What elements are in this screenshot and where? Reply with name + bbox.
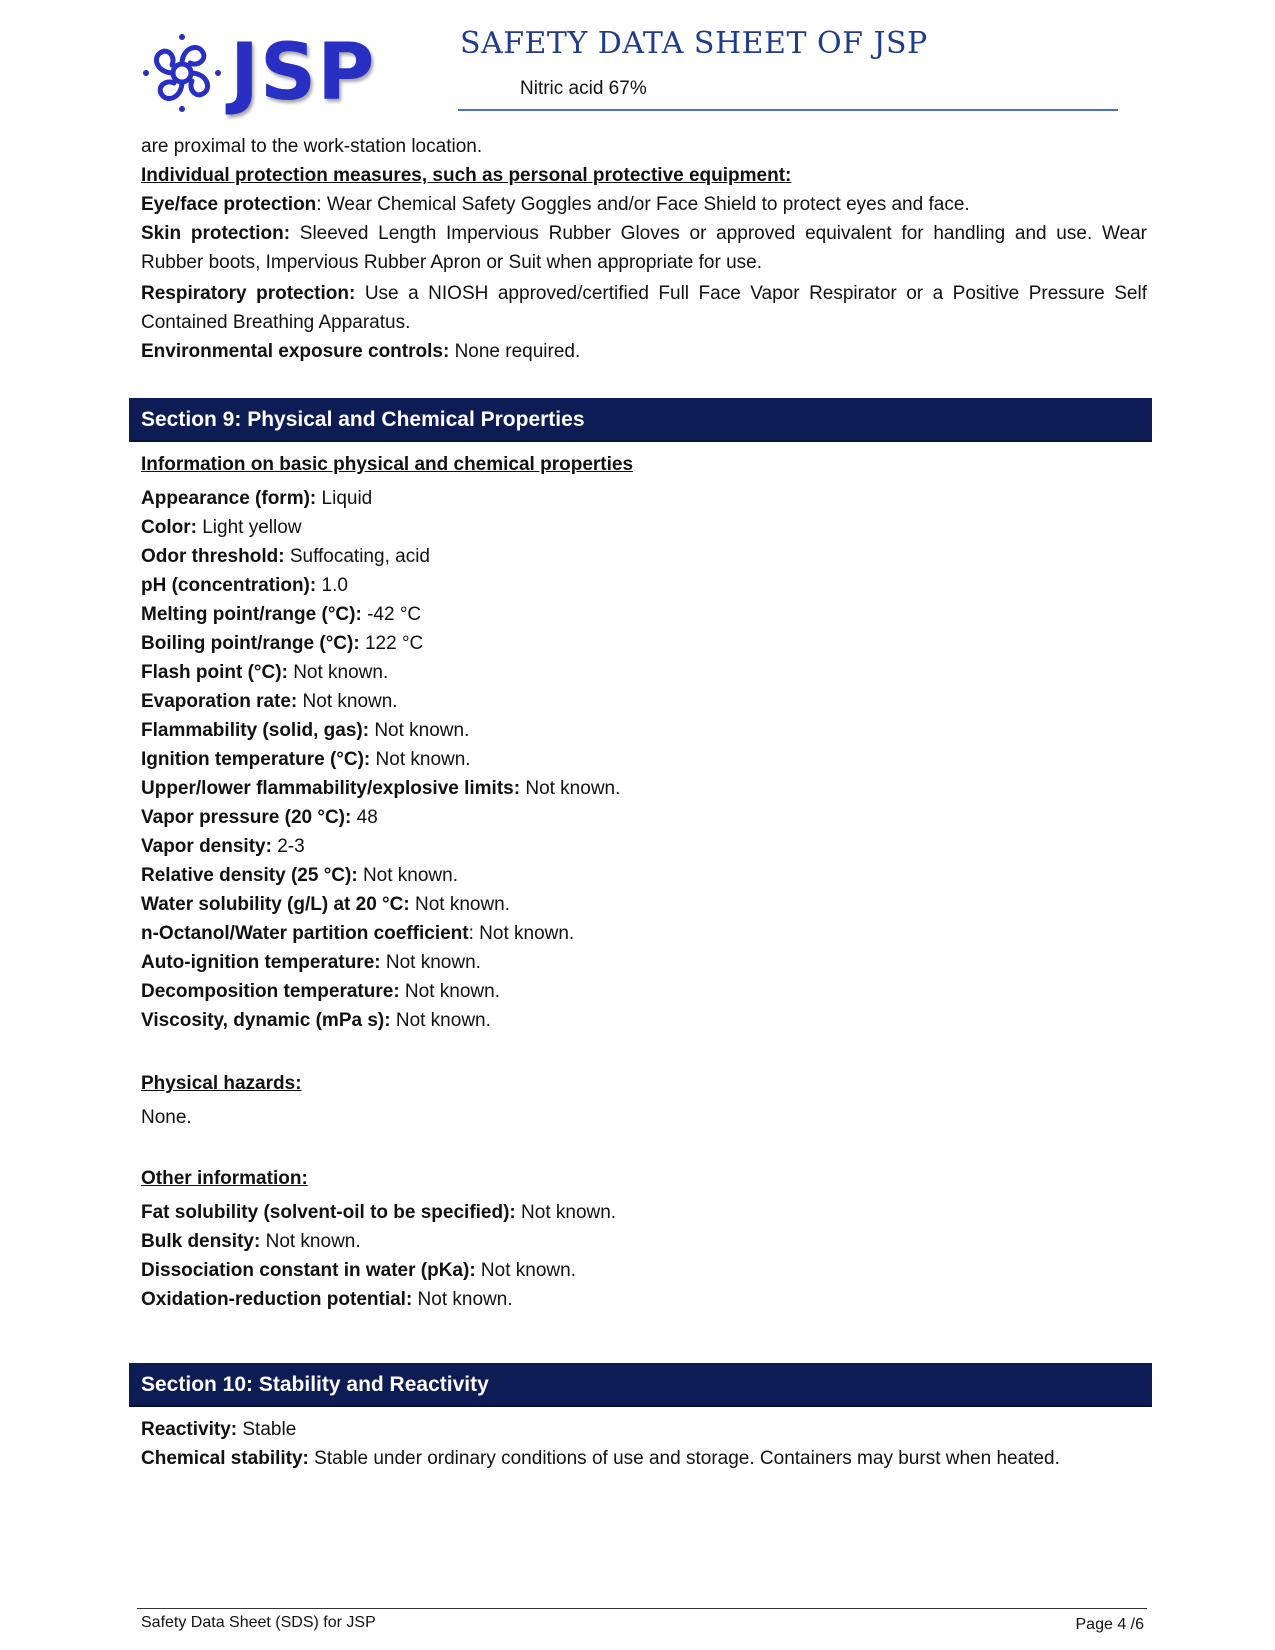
other-info-row [141, 1227, 1147, 1256]
logo-wordmark: JSP [230, 28, 376, 118]
other-info-row-label: Dissociation constant in water (pKa): [141, 1260, 476, 1281]
property-row-value: 122 °C [359, 633, 424, 654]
property-row-label: Upper/lower flammability/explosive limits: [141, 778, 521, 799]
property-row [141, 861, 1147, 890]
property-row-value: Not known. [390, 1010, 491, 1031]
swirl-logo-icon [140, 31, 224, 115]
ppe-item-value: None required. [449, 341, 581, 362]
other-info-row-label: Oxidation-reduction potential: [141, 1289, 413, 1310]
section-10-body [141, 1415, 1147, 1473]
property-row-label: Boiling point/range (°C): [141, 633, 360, 654]
property-row-value: Not known. [399, 981, 500, 1002]
other-info-row-value: Not known. [515, 1202, 617, 1223]
property-row [141, 803, 1147, 832]
section-9-body [141, 450, 1147, 1314]
property-row [141, 832, 1147, 861]
ppe-item [141, 279, 1147, 337]
property-row-label: Melting point/range (°C): [141, 604, 362, 625]
other-info-row-value: Not known. [475, 1260, 576, 1281]
section-10-header: Section 10: Stability and Reactivity [129, 1363, 1152, 1407]
property-row [141, 919, 1147, 948]
ppe-item [141, 337, 1147, 366]
property-row-label: n-Octanol/Water partition coefficient [141, 923, 469, 944]
property-row-label: Appearance (form): [141, 488, 317, 509]
property-row-value: Liquid [316, 488, 373, 509]
product-name: Nitric acid 67% [520, 78, 647, 99]
other-info-row-value: Not known. [260, 1231, 361, 1252]
property-row [141, 513, 1147, 542]
stability-row-value: Stable under ordinary conditions of use and storage. Containers may burst when heated. [308, 1448, 1060, 1469]
ppe-item [141, 219, 1147, 277]
property-row-value: : Not known. [468, 923, 575, 944]
other-info-row-value: Not known. [412, 1289, 513, 1310]
property-row-value: Not known. [357, 865, 458, 886]
property-row-label: Odor threshold: [141, 546, 285, 567]
other-info-heading: Other information: [141, 1168, 308, 1189]
property-row-label: Flash point (°C): [141, 662, 288, 683]
property-row-label: pH (concentration): [141, 575, 317, 596]
property-row-value: Not known. [380, 952, 481, 973]
property-row-value: 1.0 [316, 575, 348, 596]
property-row-value: Not known. [297, 691, 398, 712]
property-row-value: 48 [351, 807, 378, 828]
property-row-value: 2-3 [271, 836, 305, 857]
ppe-heading: Individual protection measures, such as personal protective equipment: [141, 165, 792, 186]
property-row [141, 977, 1147, 1006]
property-row-label: Color: [141, 517, 197, 538]
properties-subheading: Information on basic physical and chemical properties [141, 454, 634, 475]
properties-list [141, 484, 1147, 1035]
physical-hazards-value: None. [141, 1107, 192, 1128]
ppe-item-label: Skin protection: [141, 223, 291, 244]
ppe-item-value: Sleeved Length Impervious Rubber Gloves or approved equivalent for handling and use. Wear Rubber boots, Impervious Rubber Apron or Suit when appropriate for use. [141, 223, 1147, 273]
property-row-label: Vapor density: [141, 836, 272, 857]
property-row [141, 571, 1147, 600]
footer-document-name: Safety Data Sheet (SDS) for JSP [141, 1614, 376, 1631]
property-row-value: Not known. [369, 720, 470, 741]
property-row [141, 600, 1147, 629]
ppe-item-value: Use a NIOSH approved/certified Full Face Vapor Respirator or a Positive Pressure Self Contained Breathing Apparatus. [141, 283, 1147, 333]
property-row-value: Not known. [370, 749, 471, 770]
property-row-value: -42 °C [361, 604, 422, 625]
header-divider [458, 109, 1118, 111]
property-row-value: Not known. [409, 894, 511, 915]
ppe-item-label: Eye/face protection [141, 194, 317, 215]
stability-row-label: Chemical stability: [141, 1448, 309, 1469]
property-row-label: Relative density (25 °C): [141, 865, 358, 886]
physical-hazards-heading: Physical hazards: [141, 1073, 302, 1094]
property-row-value: Not known. [520, 778, 621, 799]
ppe-item-value: : Wear Chemical Safety Goggles and/or Face Shield to protect eyes and face. [316, 194, 970, 215]
property-row-label: Decomposition temperature: [141, 981, 400, 1002]
property-row-value: Suffocating, acid [284, 546, 430, 567]
property-row [141, 948, 1147, 977]
other-info-row-label: Bulk density: [141, 1231, 261, 1252]
property-row [141, 890, 1147, 919]
property-row-label: Auto-ignition temperature: [141, 952, 381, 973]
stability-row [141, 1444, 1147, 1473]
property-row [141, 716, 1147, 745]
other-info-row [141, 1285, 1147, 1314]
property-row [141, 484, 1147, 513]
property-row [141, 687, 1147, 716]
property-row [141, 774, 1147, 803]
property-row-value: Light yellow [196, 517, 302, 538]
company-logo [140, 28, 430, 118]
other-info-list [141, 1198, 1147, 1314]
stability-row-value: Stable [237, 1419, 297, 1440]
property-row [141, 745, 1147, 774]
ppe-item-label: Respiratory protection: [141, 283, 356, 304]
footer-divider [137, 1608, 1147, 1609]
section-9-header: Section 9: Physical and Chemical Properties [129, 398, 1152, 442]
property-row-label: Ignition temperature (°C): [141, 749, 371, 770]
stability-row-label: Reactivity: [141, 1419, 238, 1440]
other-info-row [141, 1198, 1147, 1227]
other-info-row-label: Fat solubility (solvent-oil to be specified): [141, 1202, 516, 1223]
property-row-value: Not known. [287, 662, 389, 683]
intro-text: are proximal to the work-station location. [141, 136, 483, 157]
ppe-item [141, 190, 1147, 219]
property-row-label: Water solubility (g/L) at 20 °C: [141, 894, 410, 915]
section-8-continuation [141, 132, 1147, 366]
stability-row [141, 1415, 1147, 1444]
property-row-label: Vapor pressure (20 °C): [141, 807, 352, 828]
ppe-item-label: Environmental exposure controls: [141, 341, 450, 362]
property-row-label: Flammability (solid, gas): [141, 720, 370, 741]
property-row [141, 1006, 1147, 1035]
document-title: SAFETY DATA SHEET OF JSP [460, 26, 928, 61]
property-row [141, 542, 1147, 571]
property-row-label: Evaporation rate: [141, 691, 298, 712]
property-row-label: Viscosity, dynamic (mPa s): [141, 1010, 391, 1031]
other-info-row [141, 1256, 1147, 1285]
page-number: Page 4 /6 [1075, 1616, 1144, 1633]
property-row [141, 629, 1147, 658]
property-row [141, 658, 1147, 687]
